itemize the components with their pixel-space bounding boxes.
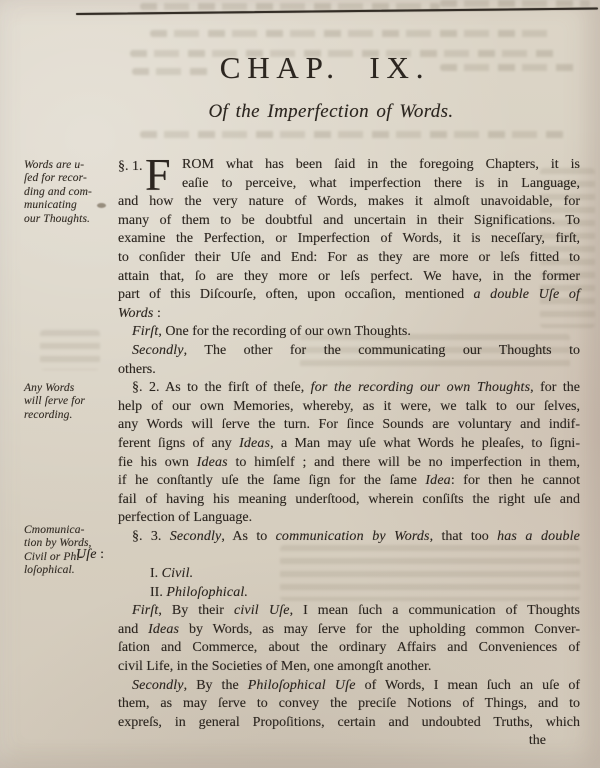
text-line: Firſt, One for the recording of our own Thoughts. [132,324,411,340]
text-line: part of this Diſcourſe, often, upon occaſion, mentioned a double Uſe of [118,287,581,303]
text-line: examine the Perfection, or Imperfection of Words, it is neceſſary, firſt, [118,231,580,247]
text-line: ſation and Commerce, about the ordinary Affairs and Conveniences of [118,640,580,656]
margin-note-1 [24,159,118,226]
text-line: any Words will ſerve the turn. For ſince Sounds are voluntary and indif- [118,417,580,433]
margin-note-line: Civil or Phi- [24,550,84,563]
text-line: I. Civil. [150,566,194,582]
text-line: attain that, ſo are they more or leſs perfect. We have, in the former [118,268,580,284]
text-line: Words : [118,305,161,321]
text-line: civil Life, in the Societies of Men, one amongſt another. [118,659,432,675]
text-line: Secondly, By the Philoſophical Uſe of Words, I mean ſuch an uſe of [132,677,580,693]
text-line: many of them to be doubtful and uncertain in their Significations. To [118,212,580,228]
body-text [76,149,581,751]
text-line: expreſs, in general Propoſitions, certain and undoubted Truths, which [118,714,580,730]
text-line: ferent ſigns of any Ideas, a Man may uſe what Words he pleaſes, to ſigni- [118,435,580,451]
text-line: to conſider their Uſe and End: For as they are more or leſs fitted to [118,249,580,265]
bleedthrough-mark [150,30,550,37]
bleedthrough-mark [140,131,570,138]
text-line: II. Philoſophical. [150,584,249,600]
margin-note-line: Words are u- [24,159,85,171]
margin-note-2 [24,382,118,422]
margin-note-line: ding and com- [24,185,92,198]
text-line: and how the very nature of Words, makes it almoſt unavoidable, for [118,194,580,210]
text-line: §. 2. As to the firſt of theſe, for the recording our own Thoughts, for the [132,380,580,396]
text-line: fail of having his meaning underſtood, wherein conſiſts the right uſe and [118,491,580,507]
margin-note-line: loſophical. [24,564,75,577]
margin-note-line: tion by Words, [24,537,92,550]
text-line: the [528,733,546,749]
text-line: eaſie to perceive, what imperfection there is in Language, [182,175,580,191]
bleedthrough-mark [40,330,100,370]
text-line: and Ideas by Words, as may ſerve for the upholding common Conver- [118,621,580,637]
chapter-subtitle: Of the Imperfection of Words. [208,101,454,122]
section-1-label: §. 1. [118,159,143,174]
text-line: Uſe : [76,547,105,563]
text-line: them, as may ſerve to convey the preciſe Notions of Things, and to [118,696,580,712]
text-line: fie his own Ideas to himſelf ; and there will be no imperfection in them, [118,454,580,470]
margin-note-line: municating [24,199,77,212]
text-line: if he conſtantly uſe the ſame ſign for the ſame Idea: for then he cannot [118,473,580,489]
text-line: ROM what has been ſaid in the foregoing Chapters, it is [182,157,580,172]
margin-note-line: Cmomunica- [24,524,85,536]
dropcap-initial: F [145,149,171,200]
text-line: Firſt, By their civil Uſe, I mean ſuch a communication of Thoughts [132,603,580,619]
text-line: Secondly, The other for the communicating our Thoughts to [132,342,580,358]
chapter-heading: CHAP. IX. [219,50,431,85]
margin-note-line: ſed for recor- [24,172,87,185]
margin-note-line: our Thoughts. [24,212,91,225]
bleedthrough-mark [440,0,590,7]
text-line: help of our own Memories, whereby, as it were, we talk to our ſelves, [118,398,580,414]
margin-note-line: recording. [24,408,73,421]
text-line: §. 3. Secondly, As to communication by Words, that too has a double [132,528,580,544]
margin-note-line: will ſerve for [24,395,86,408]
text-line: others. [118,361,156,377]
text-line: perfection of Language. [118,510,253,526]
margin-note-line: Any Words [24,382,75,394]
